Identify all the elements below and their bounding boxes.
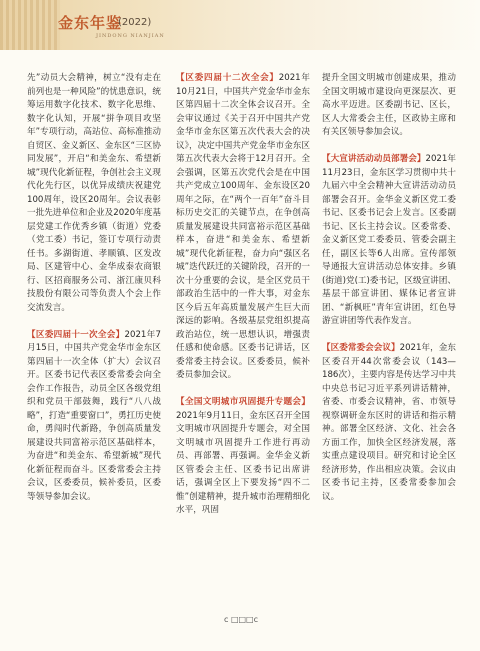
section-text: 2021年11月23日，金东区学习贯彻中共十九届六中全会精神大宣讲活动动员部署会召开。金华金义新区党工委书记、区委书记会上发言。区委副书记、区长主持会议。区委常委、金义新区党工委委员、管委会副主任，副区长等6人出席。宣传部领导通报大宣讲活动总体安排。乡镇(街道)党(工)委书记，区级宣讲团、基层干部宣讲团、媒体记者宣讲团、“新枫旺”青年宣讲团，红色导游宣讲团等代表作发言。 — [322, 154, 456, 326]
column-right — [322, 72, 456, 504]
paragraph: 先”动员大会精神，树立“没有走在前列也是一种风险”的忧患意识，统筹运用数字化技术、数字化思维、数字化认知，开展“拼争项目攻坚年”专项行动，高站位、高标准推动自贸区、金义新区、金东区“三区协同发展”，开启“和美金东、希望新城”现代化新征程，争创社会主义现代化先行区，以优异成绩庆祝建党100周年，设区20周年。会议表彰一批先进单位和企业及2020年度基层党建工作优秀乡镇（街道）党委（党工委）书记，签订专项行动责任书。多湖街道、孝顺镇、区发改局、区建管中心、金华成泰农商银行、区招商服务公司、浙江康贝科技股份有限公司等负责人个会上作交流发言。 — [27, 73, 161, 313]
yearbook-title: 金东年鉴 — [58, 14, 123, 32]
yearbook-year: (2022) — [118, 17, 152, 28]
section-paragraph — [176, 72, 310, 383]
section-text: 2021年，金东区委召开44次常委会议（143—186次），主要内容是传达学习中共中央总书记习近平系列讲话精神，省委、市委会议精神，省、市领导视察调研金东区时的讲话和指示精神。部署全区经济、文化、社会各方面工作，加快全区经济发展，落实重点建设项目。研究和讨论全区经济形势，作出相应决策。会议由区委书记主持，区委常委参加会议。 — [322, 343, 456, 502]
section-title: 【区委常委会会议】 — [322, 343, 400, 353]
section-title: 【全国文明城市巩固提升专题会】 — [176, 397, 310, 407]
section-paragraph — [27, 329, 161, 505]
page-number: c □□□c — [224, 615, 259, 624]
section-title: 【区委四届十二次全会】 — [176, 73, 279, 83]
paragraph: 提升全国文明城市创建成果，推动全国文明城市建设向更深层次、更高水平迈进。区委副书记、区长，区人大常委会主任，区政协主席和有关区领导参加会议。 — [322, 73, 456, 137]
section-title: 【区委四届十一次全会】 — [27, 329, 125, 340]
section-text: 2021年9月11日，金东区召开全国文明城市巩固提升专题会，对全国文明城市巩固提升工作进行再动员、再部署、再强调。金华金义新区管委会主任、区委书记出席讲话，强调全区上下要发扬“四不二惟”创建精神，提升城市治理精细化水平，巩固 — [176, 410, 310, 515]
page-header — [0, 0, 480, 50]
section-text: 2021年7月15日，中国共产党金华市金东区第四届十一次全体（扩大）会议召开。区委书记代表区委常委会向全会作工作报告，动员全区各级党组织和党员干部鼓舞，践行“八八战略”，打造“重要窗口”，勇扛历史使命，勇闯时代新路，争创高质量发展建设共同富裕示范区基础样本，为奋进“和美金东、希望新城”现代化新征程而奋斗。区委常委会主持会议，区委委员，候补委员，区委等领导参加会议。 — [27, 329, 161, 502]
section-paragraph — [322, 153, 456, 329]
city-skyline-decoration — [0, 0, 60, 50]
column-left — [27, 72, 161, 504]
section-paragraph — [322, 342, 456, 504]
section-title: 【大宣讲活动动员部署会】 — [322, 154, 426, 164]
column-middle — [176, 72, 310, 518]
section-text: 2021年10月21日，中国共产党金华市金东区第四届十二次全体会议召开。全会审议通过《关于召开中国共产党金华市金东区第五次代表大会的决议》，决定中国共产党金华市金东区第五次代表大会将于12月召开。全会强调，区第五次党代会是在中国共产党成立100周年、金东设区20周年之际，在“两个一百年”奋斗目标历史交汇的关键节点，在争创高质量发展建设共同富裕示范区基础样本，奋进“和美金东、希望新城”现代化新征程，奋力向“强区名城”迭代跃迁的关键阶段，召开的一次十分重要的会议，是全区党员干部政治生活中的一件大事，对金东区今后五年高质量发展产生巨大而深远的影响。各级基层党组织提高政治站位，统一思想认识，增强责任感和使命感。区委书记讲话，区委常委主持会议。区委委员，候补委员参加会议。 — [176, 73, 310, 380]
section-paragraph — [176, 396, 310, 518]
yearbook-pinyin: JINDONG NIANJIAN — [96, 33, 165, 39]
